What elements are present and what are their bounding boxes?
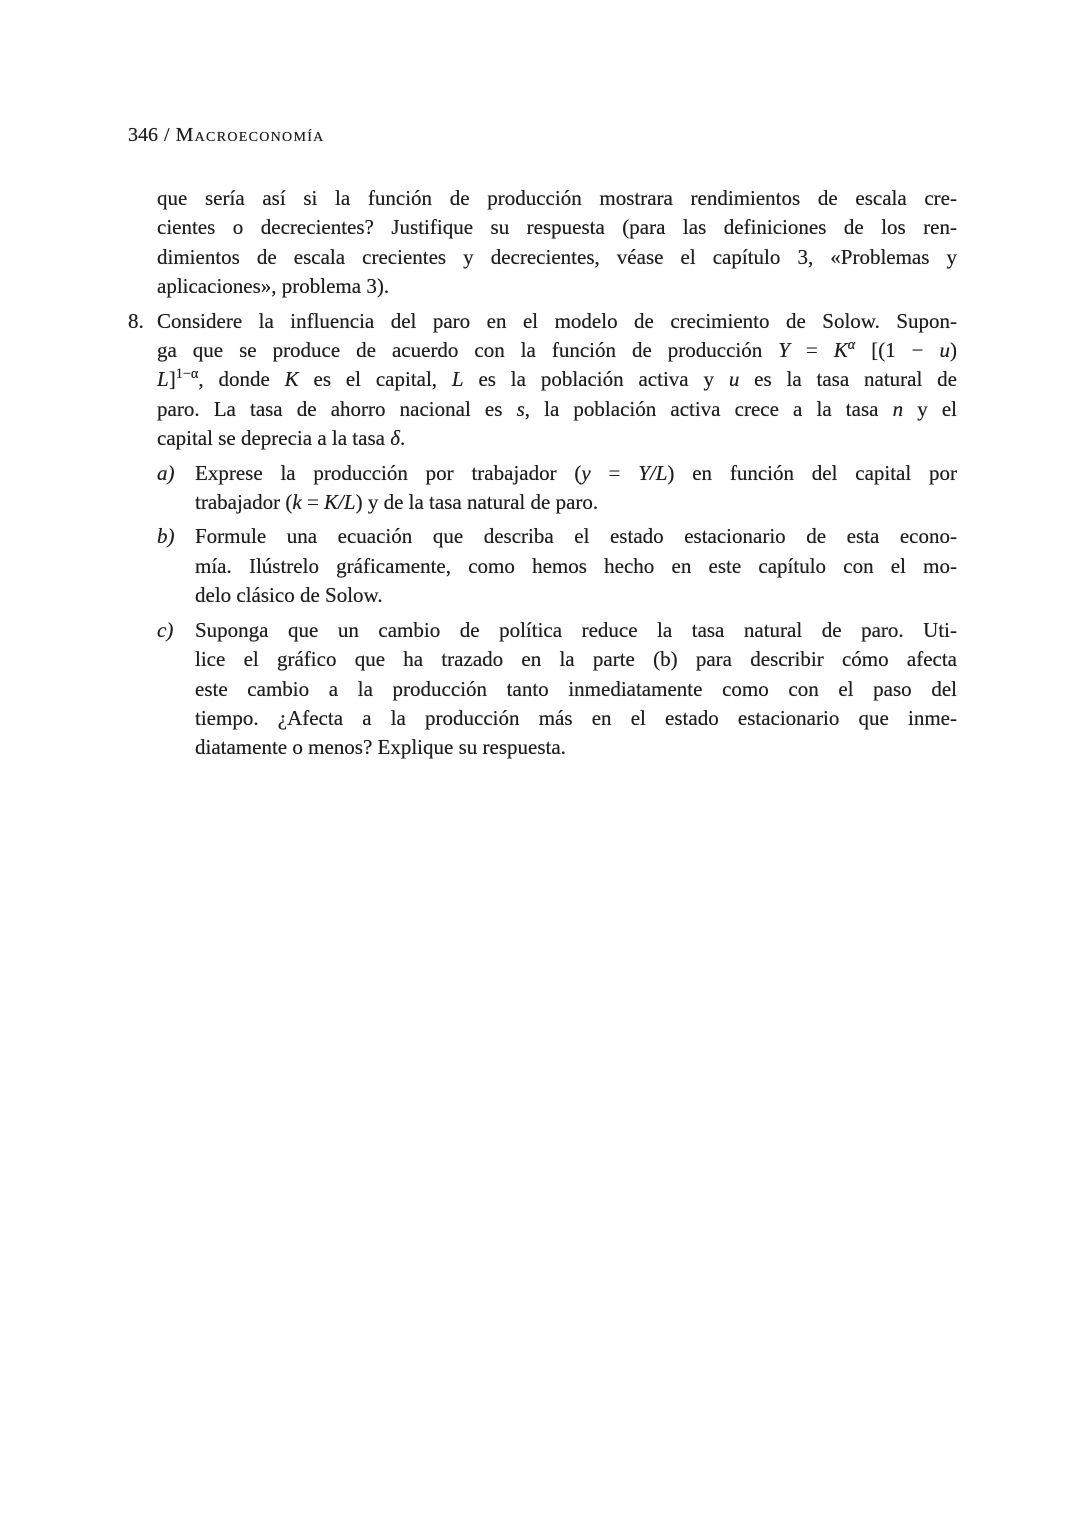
- text-line: capital se deprecia a la tasa δ.: [157, 426, 406, 451]
- problem-8-item: [128, 307, 958, 454]
- paragraph-continuation: [157, 184, 957, 302]
- subitem-b: [157, 522, 957, 610]
- text-line: diatamente o menos? Explique su respuesta.: [195, 735, 566, 760]
- text-line: dimientos de escala crecientes y decrecientes, véase el capítulo 3, «Problemas y: [157, 244, 957, 269]
- text-line: que sería así si la función de producción mostrara rendimientos de escala cre-: [157, 186, 957, 210]
- text-line: trabajador (k = K/L) y de la tasa natural de paro.: [195, 490, 599, 515]
- text-line: paro. La tasa de ahorro nacional es s, la población activa crece a la tasa n y el: [157, 396, 958, 421]
- text-line: Considere la influencia del paro en el modelo de crecimiento de Solow. Supon-: [157, 308, 957, 333]
- text-line: ga que se produce de acuerdo con la función de producción $Y = K^\alpha$ [(1 − u): [157, 337, 957, 363]
- text-line: lice el gráfico que ha trazado en la parte (b) para describir cómo afecta: [195, 647, 957, 672]
- text-column: [128, 184, 958, 763]
- subitem-a: [157, 459, 958, 518]
- subitem-c: [157, 616, 957, 763]
- subitem-a-marker: a): [157, 460, 175, 485]
- subitem-b-marker: b): [157, 524, 175, 549]
- text-line: mía. Ilústrelo gráficamente, como hemos hecho en este capítulo con el mo-: [195, 553, 957, 578]
- running-title: Macroeconomía: [175, 124, 325, 146]
- text-line: L]$^{1-\alpha}$, donde K es el capital, L es la población activa y u es la tasa natural de: [157, 366, 957, 392]
- paragraph-lines: [157, 307, 957, 454]
- page-number: 346: [128, 124, 158, 146]
- text-line: este cambio a la producción tanto inmediatamente como con el paso del: [195, 676, 957, 701]
- text-line: Exprese la producción por trabajador (y = Y/L) en función del capital por: [195, 460, 958, 485]
- text-line: aplicaciones», problema 3).: [157, 274, 390, 299]
- paragraph-lines: [157, 184, 957, 302]
- text-line: Suponga que un cambio de política reduce la tasa natural de paro. Uti-: [195, 617, 957, 642]
- running-head: [128, 124, 325, 147]
- item-number-marker: 8.: [128, 308, 144, 333]
- paragraph-lines: [195, 522, 957, 610]
- text-line: tiempo. ¿Afecta a la producción más en el estado estacionario que inme-: [195, 705, 957, 730]
- subitem-c-marker: c): [157, 617, 174, 642]
- header-separator: /: [164, 124, 170, 146]
- text-line: cientes o decrecientes? Justifique su respuesta (para las definiciones de los ren-: [157, 215, 957, 240]
- text-line: delo clásico de Solow.: [195, 583, 383, 608]
- paragraph-lines: [195, 616, 957, 763]
- paragraph-lines: [195, 459, 957, 518]
- text-line: Formule una ecuación que describa el estado estacionario de esta econo-: [195, 524, 957, 549]
